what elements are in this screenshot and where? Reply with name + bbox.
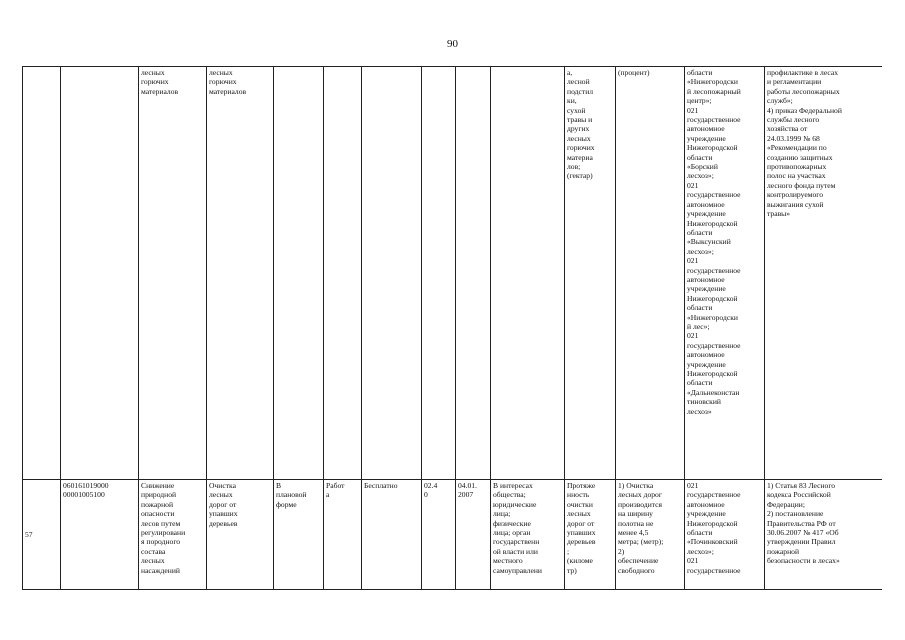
cell-legal-acts: 1) Статья 83 Лесного кодекса Российской Федерации; 2) постановление Правительства РФ от 30.06.2007 № 417 «Об утверждении Правил пожарной безопасности в лесах» [765,480,883,590]
cell-type: Работ а [324,480,362,590]
cell-quality-indicator: (процент) [616,67,685,480]
registry-table-sheet [22,66,882,590]
cell-registry-code: 060161019000 00001005100 [61,480,139,590]
cell-payment [362,67,422,480]
cell-institutions: области «Нижегородски й лесопожарный центр»; 021 государственное автономное учреждение Нижегородской области «Борский лесхоз»; 021 государственное автономное учреждение Нижегородской области «Выксунский лесхоз»; 021 государственное автономное учреждение Нижегородской области «Нижегородски й лес»; 021 государственное автономное учреждение Нижегородской области «Дальнеконстан тиновский лесхоз» [685,67,765,480]
registry-table [22,66,882,590]
cell-date: 04.01. 2007 [456,480,491,590]
cell-number: 57 [23,480,61,590]
cell-legal-acts: профилактике в лесах и регламентации работы лесопожарных служб»; 4) приказ Федеральной службы лесного хозяйства от 24.03.1999 № 68 «Рекомендации по созданию защитных противопожарных полос на участках лесного фонда путем контролируемого выжигания сухой травы» [765,67,883,480]
cell-quality-indicator: 1) Очистка лесных дорог производится на ширину полотна не менее 4,5 метра; (метр); 2) обеспечение свободного [616,480,685,590]
cell-consumers: В интересах общества; юридические лица; физические лица; орган государственн ой власти или местного самоуправлени [491,480,565,590]
cell-date [456,67,491,480]
cell-consumers [491,67,565,480]
cell-service-name: лесных горючих материалов [139,67,207,480]
cell-number [23,67,61,480]
cell-service-name: Снижение природной пожарной опасности лесов путем регулировани я породного состава лесных насаждений [139,480,207,590]
cell-okved [422,67,456,480]
page-number: 90 [447,38,458,50]
cell-type [324,67,362,480]
cell-form [274,67,324,480]
cell-volume-indicator: Протяже нность очистки лесных дорог от упавших деревьев ; (киломе тр) [565,480,616,590]
cell-work-content: Очистка лесных дорог от упавших деревьев [207,480,274,590]
cell-volume-indicator: а, лесной подстил ки, сухой травы и других лесных горючих материа лов; (гектар) [565,67,616,480]
cell-okved: 02.4 0 [422,480,456,590]
table-row [23,67,883,480]
cell-payment: Бесплатно [362,480,422,590]
cell-form: В плановой форме [274,480,324,590]
cell-registry-code [61,67,139,480]
table-row [23,480,883,590]
cell-institutions: 021 государственное автономное учреждение Нижегородской области «Починковский лесхоз»; 021 государственное [685,480,765,590]
cell-work-content: лесных горючих материалов [207,67,274,480]
